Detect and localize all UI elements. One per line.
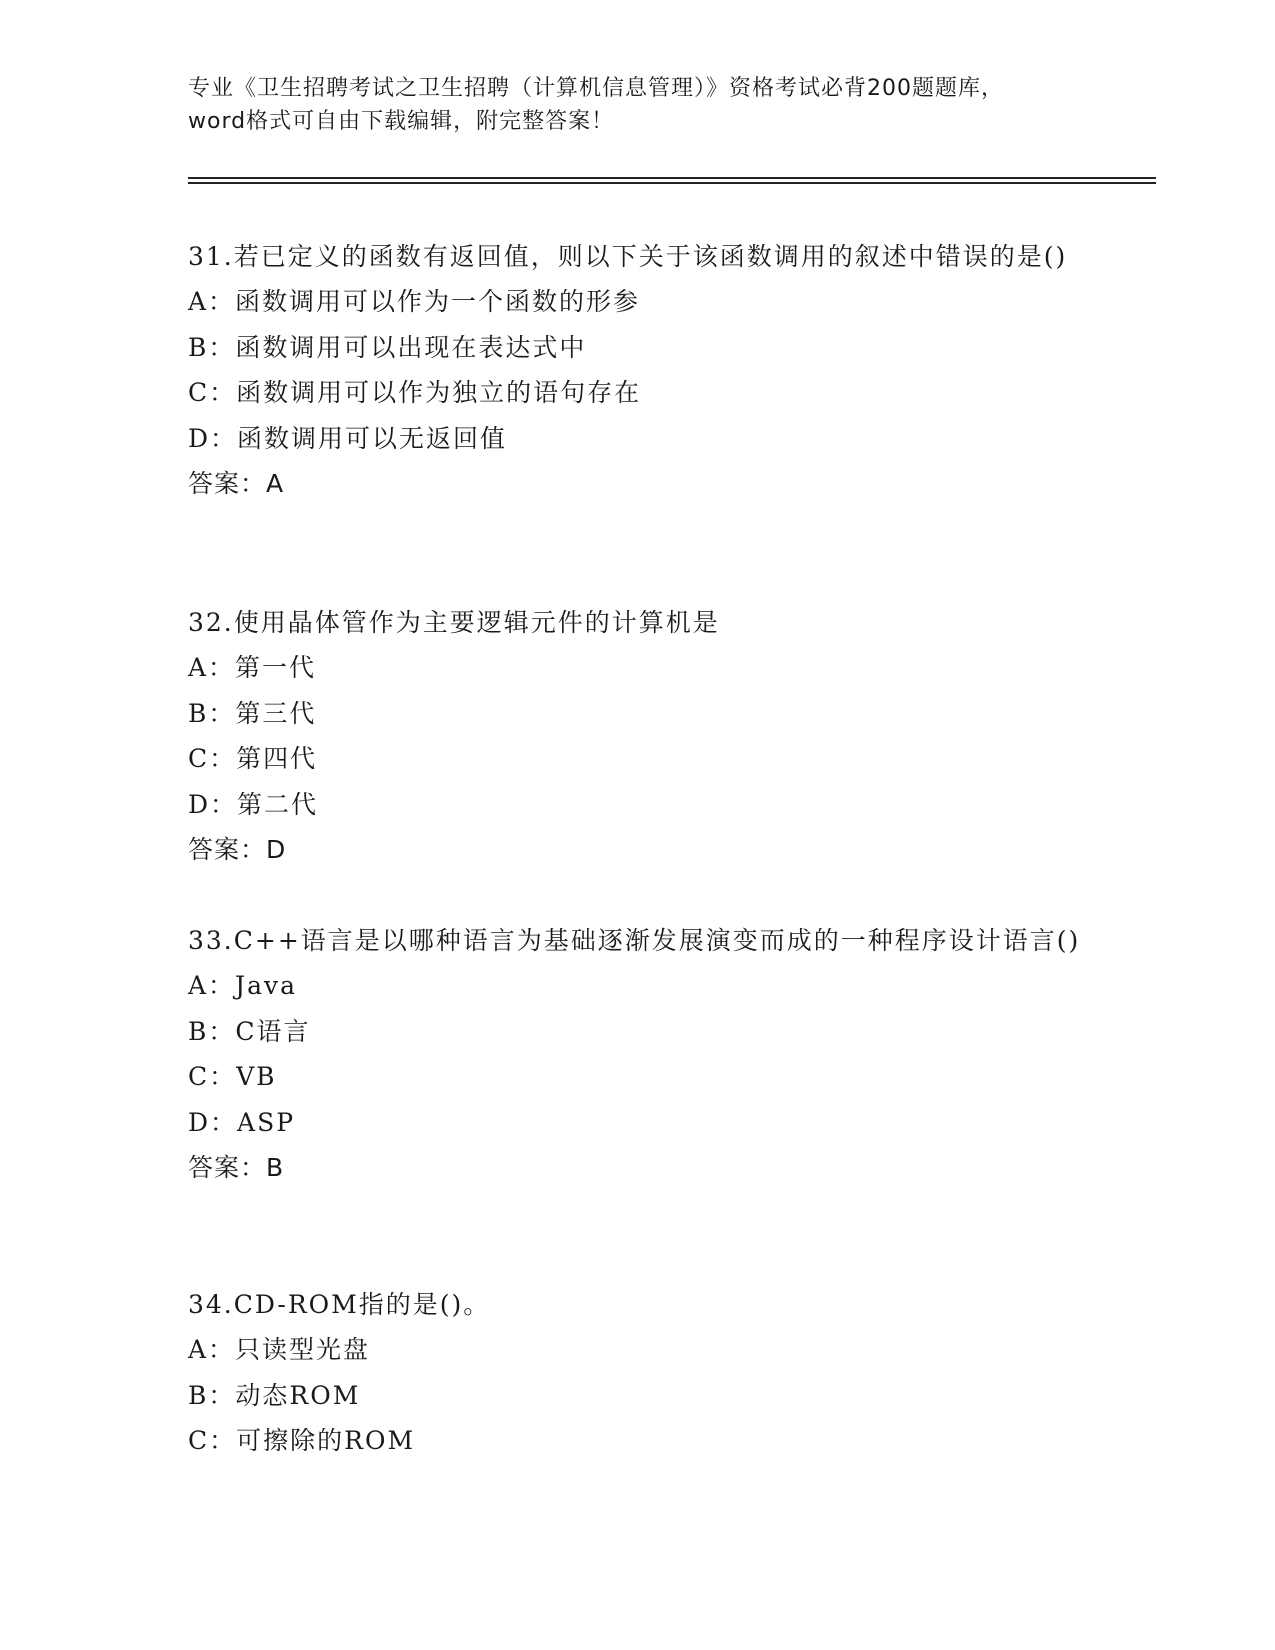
header-line-2: word格式可自由下载编辑，附完整答案！	[188, 109, 615, 134]
option-c: C：可擦除的ROM	[188, 1426, 416, 1455]
header-divider-top	[188, 177, 1156, 179]
option-a: A：Java	[188, 971, 298, 1000]
question-34	[188, 1282, 1088, 1464]
option-a: A：只读型光盘	[188, 1335, 371, 1364]
option-c: C：第四代	[188, 744, 318, 773]
question-stem: 34.CD-ROM指的是()。	[188, 1290, 491, 1319]
question-stem: 31.若已定义的函数有返回值，则以下关于该函数调用的叙述中错误的是()	[188, 242, 1068, 271]
question-31	[188, 234, 1088, 507]
option-b: B：C语言	[188, 1016, 311, 1046]
option-c: C：函数调用可以作为独立的语句存在	[188, 378, 642, 407]
option-a: A：函数调用可以作为一个函数的形参	[188, 287, 641, 316]
option-b: B：动态ROM	[188, 1380, 361, 1410]
answer-line: 答案：B	[188, 1153, 285, 1182]
document-header	[188, 72, 1088, 138]
option-b: B：函数调用可以出现在表达式中	[188, 332, 587, 362]
option-d: D：ASP	[188, 1107, 296, 1137]
question-32	[188, 600, 1088, 873]
option-d: D：函数调用可以无返回值	[188, 423, 508, 453]
question-stem: 33.C++语言是以哪种语言为基础逐渐发展演变而成的一种程序设计语言()	[188, 926, 1081, 955]
question-33	[188, 918, 1088, 1191]
option-c: C：VB	[188, 1062, 277, 1091]
answer-line: 答案：A	[188, 469, 285, 498]
option-b: B：第三代	[188, 698, 317, 728]
option-a: A：第一代	[188, 653, 317, 682]
option-d: D：第二代	[188, 789, 319, 819]
answer-line: 答案：D	[188, 835, 287, 864]
header-line-1: 专业《卫生招聘考试之卫生招聘（计算机信息管理）》资格考试必背200题题库，	[188, 76, 1004, 101]
header-divider-bottom	[188, 182, 1156, 184]
question-stem: 32.使用晶体管作为主要逻辑元件的计算机是	[188, 608, 720, 637]
